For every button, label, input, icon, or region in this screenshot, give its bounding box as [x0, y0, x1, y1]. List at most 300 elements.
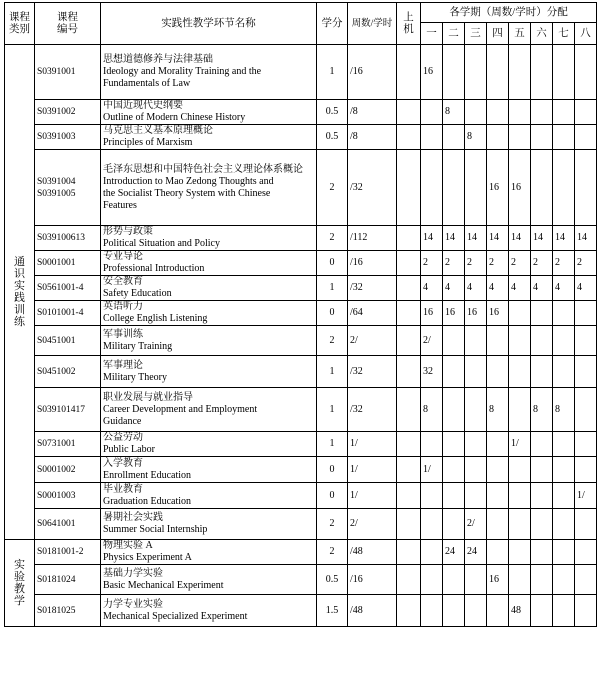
- course-name: [101, 45, 317, 100]
- course-code-line: S0451002: [37, 366, 76, 377]
- semester-cell: [531, 45, 553, 100]
- semester-cell: [421, 483, 443, 509]
- table-row: [5, 595, 597, 627]
- semester-cell: [575, 388, 597, 432]
- computer-cell: [397, 483, 421, 509]
- semester-cell: [509, 125, 531, 150]
- semester-cell: 4: [575, 276, 597, 301]
- computer-cell: [397, 276, 421, 301]
- header-category: [5, 3, 35, 45]
- credit-cell: 2: [317, 509, 348, 540]
- semester-cell: [443, 125, 465, 150]
- course-name-en: Military Theory: [103, 371, 167, 383]
- semester-cell: 14: [553, 226, 575, 251]
- semester-cell: 16: [421, 45, 443, 100]
- course-name: [101, 356, 317, 388]
- semester-cell: [509, 326, 531, 356]
- table-row: [5, 326, 597, 356]
- semester-cell: 24: [443, 540, 465, 565]
- course-name: [101, 125, 317, 150]
- semester-cell: [509, 483, 531, 509]
- semester-cell: [553, 457, 575, 483]
- semester-cell: [531, 595, 553, 627]
- category-cell: [5, 540, 35, 627]
- header-credit: 学分: [317, 3, 348, 45]
- course-name: [101, 150, 317, 226]
- course-name-en: Safety Education: [103, 288, 172, 299]
- semester-cell: [575, 150, 597, 226]
- course-code: [35, 509, 101, 540]
- credit-cell: 0.5: [317, 565, 348, 595]
- table-row: [5, 226, 597, 251]
- semester-cell: 2: [531, 251, 553, 276]
- course-code: [35, 432, 101, 457]
- semester-cell: 8: [443, 100, 465, 125]
- course-name-en: Introduction to Mao Zedong Thoughts and: [103, 175, 274, 187]
- course-name-en: Outline of Modern Chinese History: [103, 112, 246, 123]
- semester-cell: [553, 565, 575, 595]
- semester-cell: [575, 125, 597, 150]
- semester-cell: [421, 432, 443, 457]
- credit-cell: 0: [317, 301, 348, 326]
- semester-cell: [443, 483, 465, 509]
- course-name: [101, 509, 317, 540]
- course-name-en: Fundamentals of Law: [103, 78, 191, 89]
- semester-cell: [465, 100, 487, 125]
- course-code-line: S0391004: [37, 176, 76, 187]
- course-name-cn: 基础力学实验: [103, 567, 163, 579]
- course-name-cn: 英语听力: [103, 301, 143, 312]
- credit-cell: 1: [317, 45, 348, 100]
- semester-cell: [531, 150, 553, 226]
- weeks-cell: 1/: [348, 457, 397, 483]
- semester-cell: 16: [443, 301, 465, 326]
- semester-cell: [531, 565, 553, 595]
- course-name-cn: 职业发展与就业指导: [103, 391, 193, 403]
- semester-cell: [575, 100, 597, 125]
- semester-cell: [487, 432, 509, 457]
- semester-cell: 2: [465, 251, 487, 276]
- semester-cell: [509, 301, 531, 326]
- semester-cell: [575, 540, 597, 565]
- category-char: 通: [14, 256, 25, 268]
- semester-cell: [575, 356, 597, 388]
- course-name-cn: 入学教育: [103, 457, 143, 469]
- course-code-line: S039101417: [37, 404, 86, 415]
- course-code-line: S0001002: [37, 464, 76, 475]
- course-code: [35, 595, 101, 627]
- course-name: [101, 483, 317, 509]
- semester-cell: [487, 540, 509, 565]
- semester-cell: 16: [465, 301, 487, 326]
- computer-cell: [397, 432, 421, 457]
- semester-cell: [465, 326, 487, 356]
- table-row: [5, 150, 597, 226]
- course-code: [35, 388, 101, 432]
- credit-cell: 0: [317, 457, 348, 483]
- credit-cell: 2: [317, 326, 348, 356]
- table-row: [5, 251, 597, 276]
- semester-cell: 2/: [421, 326, 443, 356]
- semester-cell: [553, 326, 575, 356]
- semester-cell: [575, 595, 597, 627]
- header-weeks: 周数/学时: [348, 3, 397, 45]
- course-name-en: College English Listening: [103, 313, 208, 324]
- semester-cell: [509, 100, 531, 125]
- semester-cell: 14: [531, 226, 553, 251]
- course-code-line: S0391005: [37, 188, 76, 199]
- weeks-cell: /112: [348, 226, 397, 251]
- semester-cell: [553, 45, 575, 100]
- semester-cell: 2: [575, 251, 597, 276]
- semester-cell: 8: [421, 388, 443, 432]
- semester-cell: [531, 483, 553, 509]
- weeks-cell: /32: [348, 150, 397, 226]
- course-code: [35, 251, 101, 276]
- semester-cell: [421, 150, 443, 226]
- category-char: 践: [14, 292, 25, 304]
- course-code-line: S0641001: [37, 519, 76, 529]
- course-name: [101, 388, 317, 432]
- course-code: [35, 150, 101, 226]
- semester-cell: [487, 483, 509, 509]
- semester-cell: 4: [487, 276, 509, 301]
- semester-cell: [421, 100, 443, 125]
- semester-cell: [575, 509, 597, 540]
- semester-cell: [509, 540, 531, 565]
- semester-cell: [421, 509, 443, 540]
- semester-cell: [443, 150, 465, 226]
- semester-cell: [487, 356, 509, 388]
- course-name-cn: 中国近现代史纲要: [103, 100, 183, 111]
- table-row: [5, 565, 597, 595]
- course-code: [35, 457, 101, 483]
- course-name: [101, 326, 317, 356]
- semester-cell: 2: [509, 251, 531, 276]
- curriculum-table: [4, 2, 597, 627]
- table-row: [5, 432, 597, 457]
- semester-cell: [531, 432, 553, 457]
- semester-cell: [421, 125, 443, 150]
- semester-cell: 2: [421, 251, 443, 276]
- semester-cell: [443, 356, 465, 388]
- course-name-cn: 形势与政策: [103, 226, 153, 237]
- semester-cell: 14: [465, 226, 487, 251]
- header-category-line-2: 类别: [9, 23, 30, 35]
- semester-cell: 14: [509, 226, 531, 251]
- semester-cell: [465, 432, 487, 457]
- course-name-en: Graduation Education: [103, 495, 192, 507]
- semester-cell: [553, 356, 575, 388]
- computer-cell: [397, 45, 421, 100]
- course-name: [101, 226, 317, 251]
- weeks-cell: /32: [348, 388, 397, 432]
- credit-cell: 2: [317, 226, 348, 251]
- semester-cell: [553, 100, 575, 125]
- course-name-en: Summer Social Internship: [103, 524, 208, 535]
- semester-cell: 14: [443, 226, 465, 251]
- semester-cell: 2: [553, 251, 575, 276]
- course-name-en: the Socialist Theory System with Chinese: [103, 187, 271, 199]
- semester-cell: [465, 388, 487, 432]
- category-cell: [5, 45, 35, 540]
- semester-cell: [531, 509, 553, 540]
- table-row: [5, 388, 597, 432]
- course-code: [35, 45, 101, 100]
- course-code-line: S039100613: [37, 233, 86, 243]
- semester-cell: 16: [487, 301, 509, 326]
- course-name: [101, 276, 317, 301]
- semester-cell: [465, 457, 487, 483]
- semester-cell: [487, 100, 509, 125]
- semester-cell: 8: [553, 388, 575, 432]
- course-code: [35, 565, 101, 595]
- semester-cell: 4: [531, 276, 553, 301]
- table-row: [5, 301, 597, 326]
- semester-cell: [553, 150, 575, 226]
- computer-cell: [397, 100, 421, 125]
- table-row: [5, 100, 597, 125]
- credit-cell: 1: [317, 388, 348, 432]
- table-row: [5, 276, 597, 301]
- course-name-en: Military Training: [103, 340, 173, 352]
- course-name-en: Guidance: [103, 415, 142, 427]
- course-name-en: Physics Experiment A: [103, 552, 192, 563]
- credit-cell: 0.5: [317, 125, 348, 150]
- semester-cell: [553, 483, 575, 509]
- course-name: [101, 301, 317, 326]
- semester-cell: [465, 565, 487, 595]
- semester-cell: [531, 457, 553, 483]
- header-semester-4: 四: [487, 23, 509, 45]
- table-body: [5, 45, 597, 627]
- table-row: [5, 483, 597, 509]
- header-code: [35, 3, 101, 45]
- semester-cell: [487, 595, 509, 627]
- header-computer: [397, 3, 421, 45]
- course-code-line: S0101001-4: [37, 308, 84, 318]
- header-code-line-2: 编号: [57, 23, 78, 35]
- semester-cell: 4: [443, 276, 465, 301]
- course-name-cn: 军事训练: [103, 328, 143, 340]
- course-code-line: S0391003: [37, 132, 76, 142]
- header-semester-1: 一: [421, 23, 443, 45]
- course-code: [35, 276, 101, 301]
- header-code-line-1: 课程: [57, 11, 78, 23]
- category-char: 实: [14, 280, 25, 292]
- weeks-cell: /48: [348, 595, 397, 627]
- weeks-cell: /8: [348, 125, 397, 150]
- semester-cell: 8: [531, 388, 553, 432]
- header-semester-2: 二: [443, 23, 465, 45]
- semester-cell: [531, 356, 553, 388]
- computer-cell: [397, 226, 421, 251]
- course-name-cn: 暑期社会实践: [103, 512, 163, 523]
- category-char: 识: [14, 268, 25, 280]
- course-code: [35, 301, 101, 326]
- semester-cell: [465, 45, 487, 100]
- header-semester-3: 三: [465, 23, 487, 45]
- semester-cell: [465, 595, 487, 627]
- semester-cell: 4: [465, 276, 487, 301]
- semester-cell: 8: [487, 388, 509, 432]
- course-name-cn: 毕业教育: [103, 483, 143, 495]
- semester-cell: [531, 326, 553, 356]
- course-name: [101, 540, 317, 565]
- course-name: [101, 432, 317, 457]
- semester-cell: [487, 509, 509, 540]
- computer-cell: [397, 565, 421, 595]
- course-code: [35, 483, 101, 509]
- course-name: [101, 565, 317, 595]
- credit-cell: 0: [317, 251, 348, 276]
- credit-cell: 1: [317, 276, 348, 301]
- semester-cell: [421, 540, 443, 565]
- semester-cell: [575, 45, 597, 100]
- semester-cell: 2: [487, 251, 509, 276]
- course-code-line: S0181001-2: [37, 547, 84, 557]
- course-name-cn: 军事理论: [103, 359, 143, 371]
- semester-cell: [553, 432, 575, 457]
- header-semester-6: 六: [531, 23, 553, 45]
- course-code: [35, 356, 101, 388]
- computer-cell: [397, 125, 421, 150]
- credit-cell: 1.5: [317, 595, 348, 627]
- course-code: [35, 125, 101, 150]
- semester-cell: [531, 125, 553, 150]
- course-code: [35, 100, 101, 125]
- course-name-cn: 公益劳动: [103, 432, 143, 443]
- course-code-line: S0391002: [37, 107, 76, 117]
- course-code: [35, 226, 101, 251]
- header-row-1: [5, 3, 597, 23]
- semester-cell: 14: [487, 226, 509, 251]
- header-semester-7: 七: [553, 23, 575, 45]
- semester-cell: [531, 301, 553, 326]
- credit-cell: 2: [317, 540, 348, 565]
- semester-cell: [509, 388, 531, 432]
- course-name-cn: 专业导论: [103, 251, 143, 262]
- course-code-line: S0181024: [37, 574, 76, 585]
- course-name-en: Public Labor: [103, 444, 155, 455]
- semester-cell: [509, 356, 531, 388]
- semester-cell: [575, 301, 597, 326]
- weeks-cell: /32: [348, 356, 397, 388]
- credit-cell: 2: [317, 150, 348, 226]
- semester-cell: [575, 457, 597, 483]
- semester-cell: [509, 457, 531, 483]
- semester-cell: [553, 301, 575, 326]
- weeks-cell: /64: [348, 301, 397, 326]
- credit-cell: 1: [317, 432, 348, 457]
- course-code: [35, 326, 101, 356]
- semester-cell: [443, 45, 465, 100]
- semester-cell: [487, 326, 509, 356]
- semester-cell: 16: [487, 150, 509, 226]
- header-semester-8: 八: [575, 23, 597, 45]
- table-row: [5, 356, 597, 388]
- semester-cell: [575, 326, 597, 356]
- category-char: 训: [14, 304, 25, 316]
- header-name: 实践性教学环节名称: [101, 3, 317, 45]
- computer-cell: [397, 150, 421, 226]
- course-name-en: Features: [103, 199, 137, 211]
- semester-cell: [553, 540, 575, 565]
- weeks-cell: 2/: [348, 509, 397, 540]
- semester-cell: 16: [421, 301, 443, 326]
- semester-cell: [443, 432, 465, 457]
- header-semester-5: 五: [509, 23, 531, 45]
- course-name-en: Enrollment Education: [103, 469, 192, 481]
- semester-cell: 14: [421, 226, 443, 251]
- semester-cell: [443, 388, 465, 432]
- table-row: [5, 125, 597, 150]
- credit-cell: 1: [317, 356, 348, 388]
- semester-cell: 1/: [509, 432, 531, 457]
- semester-cell: 8: [465, 125, 487, 150]
- course-name-cn: 安全教育: [103, 276, 143, 287]
- semester-cell: [531, 100, 553, 125]
- semester-cell: [443, 509, 465, 540]
- course-name-en: Basic Mechanical Experiment: [103, 579, 224, 591]
- semester-cell: [509, 509, 531, 540]
- computer-cell: [397, 356, 421, 388]
- computer-cell: [397, 326, 421, 356]
- credit-cell: 0.5: [317, 100, 348, 125]
- table-row: [5, 45, 597, 100]
- semester-cell: [443, 326, 465, 356]
- semester-cell: 4: [509, 276, 531, 301]
- semester-cell: 14: [575, 226, 597, 251]
- course-name-cn: 物理实验 A: [103, 540, 153, 551]
- semester-cell: [443, 565, 465, 595]
- table-row: [5, 509, 597, 540]
- computer-cell: [397, 540, 421, 565]
- semester-cell: 24: [465, 540, 487, 565]
- weeks-cell: /8: [348, 100, 397, 125]
- semester-cell: [575, 432, 597, 457]
- weeks-cell: /32: [348, 276, 397, 301]
- semester-cell: [531, 540, 553, 565]
- course-name-en: Principles of Marxism: [103, 137, 193, 148]
- semester-cell: 1/: [421, 457, 443, 483]
- weeks-cell: 1/: [348, 483, 397, 509]
- course-code-line: S0001001: [37, 258, 76, 268]
- weeks-cell: 2/: [348, 326, 397, 356]
- semester-cell: 1/: [575, 483, 597, 509]
- computer-cell: [397, 251, 421, 276]
- computer-cell: [397, 457, 421, 483]
- header-computer-line-1: 上: [403, 11, 414, 23]
- computer-cell: [397, 301, 421, 326]
- semester-cell: [443, 595, 465, 627]
- semester-cell: 4: [421, 276, 443, 301]
- semester-cell: [421, 595, 443, 627]
- header-semesters-title: 各学期（周数/学时）分配: [421, 3, 597, 23]
- semester-cell: 32: [421, 356, 443, 388]
- semester-cell: [509, 45, 531, 100]
- course-code-line: S0391001: [37, 67, 76, 77]
- course-name: [101, 251, 317, 276]
- course-name: [101, 100, 317, 125]
- course-code: [35, 540, 101, 565]
- semester-cell: [553, 125, 575, 150]
- course-name-en: Ideology and Morality Training and the: [103, 66, 262, 77]
- weeks-cell: /16: [348, 45, 397, 100]
- header-category-line-1: 课程: [9, 11, 30, 23]
- semester-cell: [465, 356, 487, 388]
- semester-cell: 16: [509, 150, 531, 226]
